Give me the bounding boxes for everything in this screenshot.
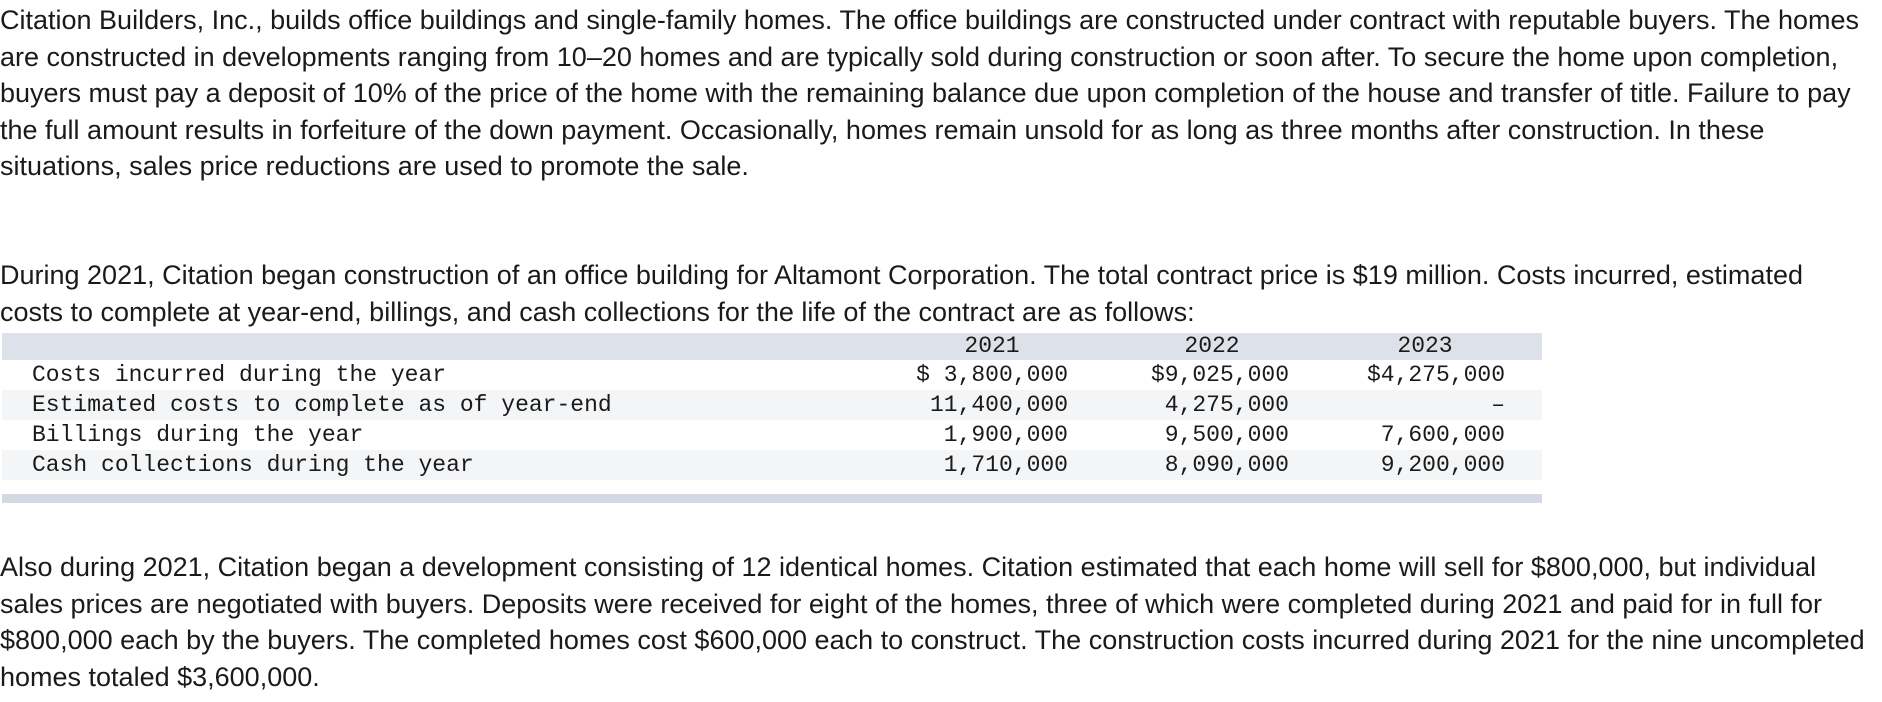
cell-value: 8,090,000 (1164, 452, 1289, 478)
cell-value: $ 3,800,000 (916, 362, 1068, 388)
table-row-cash-collections (2, 450, 1542, 480)
row-label: Billings during the year (32, 422, 364, 448)
table-row-costs-incurred (2, 360, 1542, 390)
cell-value: 11,400,000 (929, 392, 1068, 418)
contract-paragraph: During 2021, Citation began construction of an office building for Altamont Corporation. The total contract price is $19 million. Costs incurred, estimated costs to complete at year-end, billings, and cash collections for the life of the contract are as follows: (0, 260, 1803, 327)
header-2021: 2021 (964, 333, 1020, 359)
table-row-estimated-costs (2, 390, 1542, 420)
table-spacer (2, 480, 1542, 494)
cell-value: – (1491, 392, 1505, 418)
table-row-billings (2, 420, 1542, 450)
header-2023: 2023 (1397, 333, 1453, 359)
intro-paragraph: Citation Builders, Inc., builds office buildings and single-family homes. The office buildings are constructed under contract with reputable buyers. The homes are constructed in developments ranging from 10–20 homes and are typically sold during construction or soon after. To secure the home upon completion, buyers must pay a deposit of 10% of the price of the home with the remaining balance due upon completion of the house and transfer of title. Failure to pay the full amount results in forfeiture of the down payment. Occasionally, homes remain unsold for as long as three months after construction. In these situations, sales price reductions are used to promote the sale. (0, 5, 1860, 181)
row-label: Cash collections during the year (32, 452, 474, 478)
cell-value: 1,710,000 (943, 452, 1068, 478)
cell-value: 1,900,000 (943, 422, 1068, 448)
cell-value: 7,600,000 (1380, 422, 1505, 448)
header-2022: 2022 (1184, 333, 1240, 359)
cell-value: $4,275,000 (1366, 362, 1505, 388)
row-label: Costs incurred during the year (32, 362, 447, 388)
cell-value: 9,200,000 (1380, 452, 1505, 478)
table-bottom-rule (2, 494, 1542, 503)
table-header (2, 333, 1542, 360)
homes-paragraph: Also during 2021, Citation began a development consisting of 12 identical homes. Citation estimated that each home will sell for $800,000, but individual sales prices are negotiated with buyers. Deposits were received for eight of the homes, three of which were completed during 2021 and paid for in full for $800,000 each by the buyers. The completed homes cost $600,000 each to construct. The construction costs incurred during 2021 for the nine uncompleted homes totaled $3,600,000. (0, 552, 1865, 692)
contract-table (2, 333, 1542, 503)
cell-value: 4,275,000 (1164, 392, 1289, 418)
row-label: Estimated costs to complete as of year-end (32, 392, 612, 418)
cell-value: 9,500,000 (1164, 422, 1289, 448)
cell-value: $9,025,000 (1150, 362, 1289, 388)
